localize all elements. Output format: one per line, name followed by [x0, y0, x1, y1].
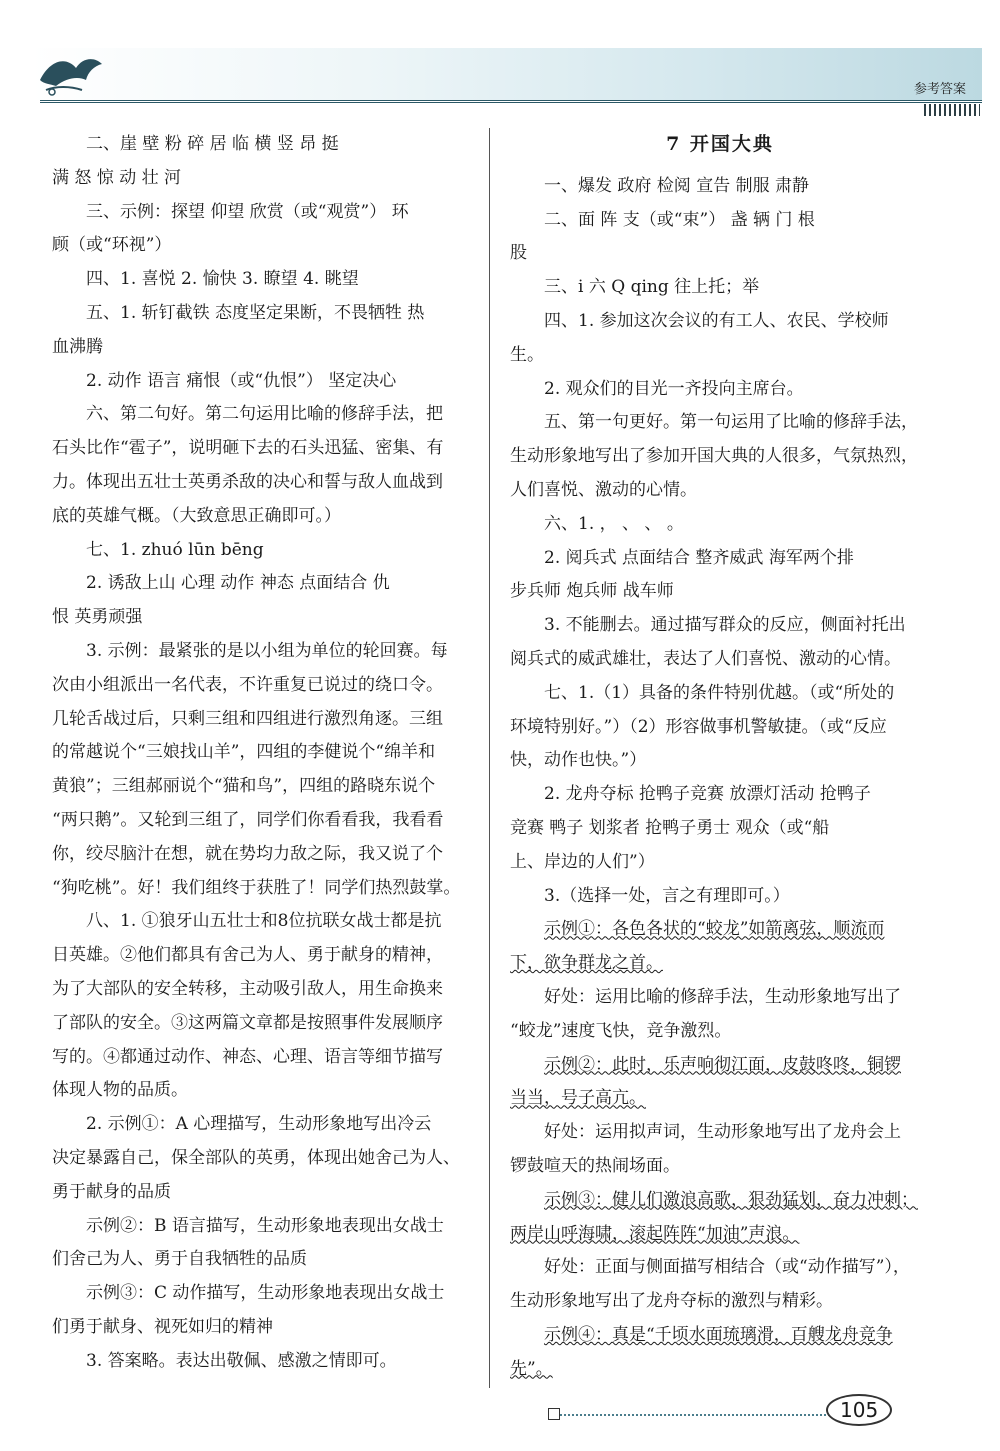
answer-line: 血沸腾	[52, 336, 103, 357]
answer-line: 满 怒 惊 动 壮 河	[52, 167, 182, 188]
answer-line: 快，动作也快。”）	[510, 750, 647, 771]
answer-line: 上、岸边的人们”）	[510, 851, 655, 872]
answer-line: 环境特别好。”）（2）形容做事机警敏捷。（或“反应	[510, 716, 887, 737]
answer-line: 2. 示例①：A 心理描写，生动形象地写出冷云	[86, 1114, 432, 1135]
answer-line: 写的。④都通过动作、神态、心理、语言等细节描写	[52, 1046, 443, 1067]
answer-line: 2. 观众们的目光一齐投向主席台。	[544, 378, 804, 399]
answer-line: 了部队的安全。③这两篇文章都是按照事件发展顺序	[52, 1012, 443, 1033]
bird-logo-icon	[36, 50, 106, 100]
answer-line: 股	[510, 243, 527, 264]
answer-line: 3. 答案略。表达出敬佩、感激之情即可。	[86, 1350, 397, 1371]
chapter-title: 7 开国大典	[666, 133, 774, 155]
right-column	[510, 128, 930, 1386]
answer-line: 竞赛 鸭子 划浆者 抢鸭子勇士 观众（或“船	[510, 817, 830, 838]
answer-line: 七、1.（1）具备的条件特别优越。（或“所处的	[544, 682, 895, 703]
answer-line: 示例③：C 动作描写，生动形象地表现出女战士	[86, 1283, 445, 1304]
header-label: 参考答案	[913, 82, 966, 97]
answer-line: 2. 诱敌上山 心理 动作 神态 点面结合 仇	[86, 573, 390, 594]
answer-line: 八、1. ①狼牙山五壮士和8位抗联女战士都是抗	[86, 911, 442, 932]
answer-line: 当当，号子高亢。	[510, 1088, 646, 1109]
answer-line: 六、1. ， 、 、 。	[544, 513, 684, 534]
answer-line: 步兵师 炮兵师 战车师	[510, 581, 674, 602]
answer-line: 人们喜悦、激动的心情。	[510, 479, 697, 500]
answer-line: 五、1. 斩钉截铁 态度坚定果断，不畏牺牲 热	[86, 302, 425, 323]
answer-line: 下，欲争群龙之首。	[510, 953, 663, 974]
answer-line: 决定暴露自己，保全部队的英勇，体现出她舍己为人、	[52, 1147, 460, 1168]
answer-line: 生。	[510, 344, 544, 365]
answer-line: 石头比作“雹子”，说明砸下去的石头迅猛、密集、有	[52, 438, 444, 459]
answer-line: 2. 阅兵式 点面结合 整齐威武 海军两个排	[544, 547, 854, 568]
answer-line: 示例②：此时，乐声响彻江面，皮鼓咚咚，铜锣	[544, 1054, 901, 1075]
footer-square-icon	[548, 1408, 560, 1420]
answer-line: 为了大部队的安全转移，主动吸引敌人，用生命换来	[52, 978, 443, 999]
answer-line: 六、第二句好。第二句运用比喻的修辞手法，把	[86, 404, 443, 425]
column-divider	[489, 128, 490, 1388]
answer-line: 两岸山呼海啸，滚起阵阵“加油”声浪。	[510, 1223, 800, 1244]
answer-line: 恨 英勇顽强	[52, 607, 143, 628]
answer-line: 三、示例：探望 仰望 欣赏（或“观赏”） 环	[86, 201, 409, 222]
answer-line: 生动形象地写出了龙舟夺标的激烈与精彩。	[510, 1291, 833, 1312]
answer-line: 二、面 阵 支（或“束”） 盏 辆 门 根	[544, 209, 815, 230]
answer-line: 好处：运用比喻的修辞手法，生动形象地写出了	[544, 986, 901, 1007]
answer-line: 先”。	[510, 1358, 553, 1379]
answer-line: 底的英雄气概。（大致意思正确即可。）	[52, 505, 341, 526]
answer-line: 示例④：真是“千顷水面琉璃滑，百艘龙舟竞争	[544, 1324, 893, 1345]
answer-line: 四、1. 喜悦 2. 愉快 3. 瞭望 4. 眺望	[86, 269, 359, 290]
answer-line: 体现人物的品质。	[52, 1080, 188, 1101]
answer-line: 七、1. zhuó lūn bēng	[86, 539, 264, 560]
answer-line: 一、爆发 政府 检阅 宣告 制服 肃静	[544, 175, 810, 196]
answer-line: 次由小组派出一名代表，不许重复已说过的绕口令。	[52, 674, 443, 695]
header-bars	[924, 104, 980, 116]
answer-line: 顾（或“环视”）	[52, 235, 172, 256]
answer-line: 好处：运用拟声词，生动形象地写出了龙舟会上	[544, 1122, 901, 1143]
answer-line: 三、i 六 Q qing 往上托；举	[544, 277, 760, 298]
answer-line: 几轮舌战过后，只剩三组和四组进行激烈角逐。三组	[52, 708, 443, 729]
answer-line: 2. 动作 语言 痛恨（或“仇恨”） 坚定决心	[86, 370, 397, 391]
page-number: 105	[826, 1394, 892, 1426]
answer-line: “蛟龙”速度飞快，竞争激烈。	[510, 1020, 732, 1041]
left-column	[52, 128, 472, 1378]
answer-line: 你，绞尽脑汁在想，就在势均力敌之际，我又说了个	[52, 843, 443, 864]
answer-line: 们舍己为人、勇于自我牺牲的品质	[52, 1249, 307, 1270]
answer-line: 黄狼”；三组郝丽说个“猫和鸟”，四组的路晓东说个	[52, 776, 436, 797]
answer-line: “两只鹅”。又轮到三组了，同学们你看看我，我看看	[52, 809, 444, 830]
answer-line: 二、崖 壁 粉 碎 居 临 横 竖 昂 挺	[86, 134, 339, 154]
answer-line: 3. 示例：最紧张的是以小组为单位的轮回赛。每	[86, 640, 448, 661]
answer-line: 五、第一句更好。第一句运用了比喻的修辞手法，	[544, 412, 918, 433]
answer-line: 日英雄。②他们都具有舍己为人、勇于献身的精神，	[52, 945, 443, 966]
answer-line: 阅兵式的威武雄壮，表达了人们喜悦、激动的心情。	[510, 648, 901, 669]
answer-line: 示例①：各色各状的“蛟龙”如箭离弦，顺流而	[544, 919, 885, 940]
answer-line: 力。体现出五壮士英勇杀敌的决心和誓与敌人血战到	[52, 471, 443, 492]
answer-line: 示例②：B 语言描写，生动形象地表现出女战士	[86, 1215, 444, 1236]
answer-line: 勇于献身的品质	[52, 1181, 171, 1202]
answer-line: 锣鼓喧天的热闹场面。	[510, 1155, 680, 1176]
answer-line: 3.（选择一处，言之有理即可。）	[544, 885, 790, 906]
answer-line: 好处：正面与侧面描写相结合（或“动作描写”），	[544, 1257, 910, 1278]
answer-line: 四、1. 参加这次会议的有工人、农民、学校师	[544, 310, 889, 331]
answer-line: 们勇于献身、视死如归的精神	[52, 1316, 273, 1337]
answer-line: 3. 不能删去。通过描写群众的反应，侧面衬托出	[544, 615, 906, 636]
answer-line: 生动形象地写出了参加开国大典的人很多，气氛热烈，	[510, 446, 918, 467]
header-band	[30, 48, 982, 100]
answer-line: “狗吃桃”。好！我们组终于获胜了！同学们热烈鼓掌。	[52, 877, 461, 898]
header-rule	[40, 100, 982, 103]
answer-line: 的常越说个“三娘找山羊”，四组的李健说个“绵羊和	[52, 742, 436, 763]
answer-line: 2. 龙舟夺标 抢鸭子竞赛 放漂灯活动 抢鸭子	[544, 784, 871, 805]
answer-line: 示例③：健儿们激浪高歌，狠劲猛划，奋力冲刺；	[544, 1189, 918, 1210]
footer-rule	[560, 1414, 830, 1416]
